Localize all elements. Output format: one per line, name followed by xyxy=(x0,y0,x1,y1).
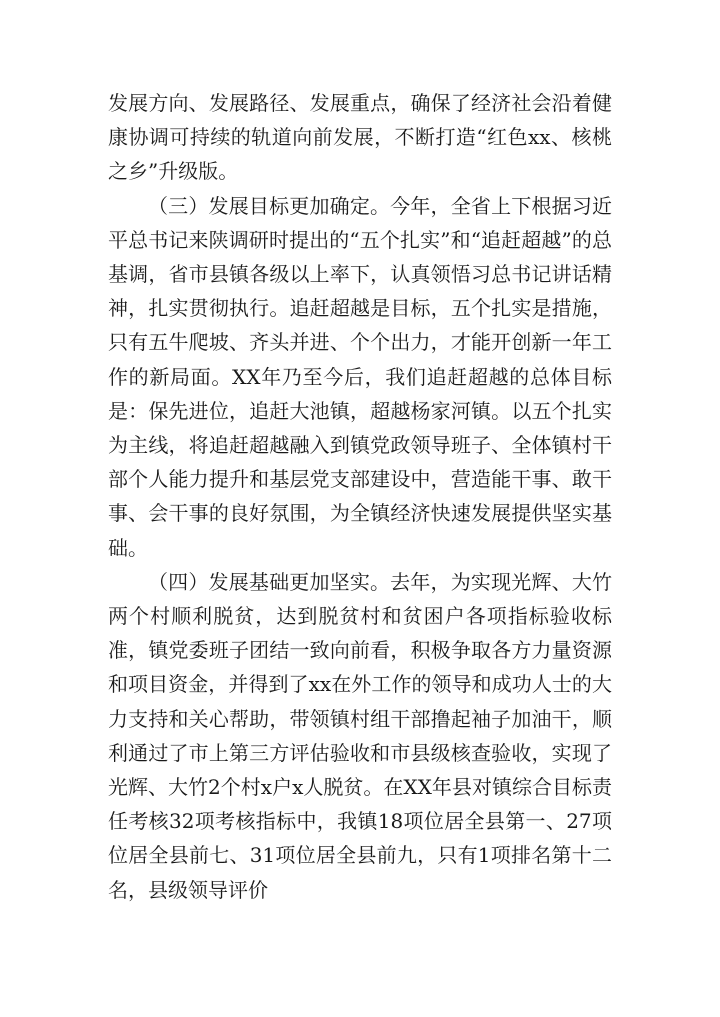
paragraph-continuation: 发展方向、发展路径、发展重点，确保了经济社会沿着健康协调可持续的轨道向前发展，不断打造“红色xx、核桃之乡”升级版。 xyxy=(108,91,612,184)
document-body xyxy=(108,86,612,907)
paragraph-development-goals: （三）发展目标更加确定。今年，全省上下根据习近平总书记来陕调研时提出的“五个扎实”和“追赶超越”的总基调，省市县镇各级以上率下，认真领悟习总书记讲话精神，扎实贯彻执行。追赶超越是目标，五个扎实是措施，只有五牛爬坡、齐头并进、个个出力，才能开创新一年工作的新局面。XX年乃至今后，我们追赶超越的总体目标是：保先进位，追赶大池镇，超越杨家河镇。以五个扎实为主线，将追赶超越融入到镇党政领导班子、全体镇村干部个人能力提升和基层党支部建设中，营造能干事、敢干事、会干事的良好氛围，为全镇经济快速发展提供坚实基础。 xyxy=(108,193,612,560)
paragraph-development-foundation: （四）发展基础更加坚实。去年，为实现光辉、大竹两个村顺利脱贫，达到脱贫村和贫困户各项指标验收标准，镇党委班子团结一致向前看，积极争取各方力量资源和项目资金，并得到了xx在外工作的领导和成功人士的大力支持和关心帮助，带领镇村组干部撸起袖子加油干，顺利通过了市上第三方评估验收和市县级核查验收，实现了光辉、大竹2个村x户x人脱贫。在XX年县对镇综合目标责任考核32项考核指标中，我镇18项位居全县第一、27项位居全县前七、31项位居全县前九，只有1项排名第十二名，县级领导评价 xyxy=(108,569,612,902)
